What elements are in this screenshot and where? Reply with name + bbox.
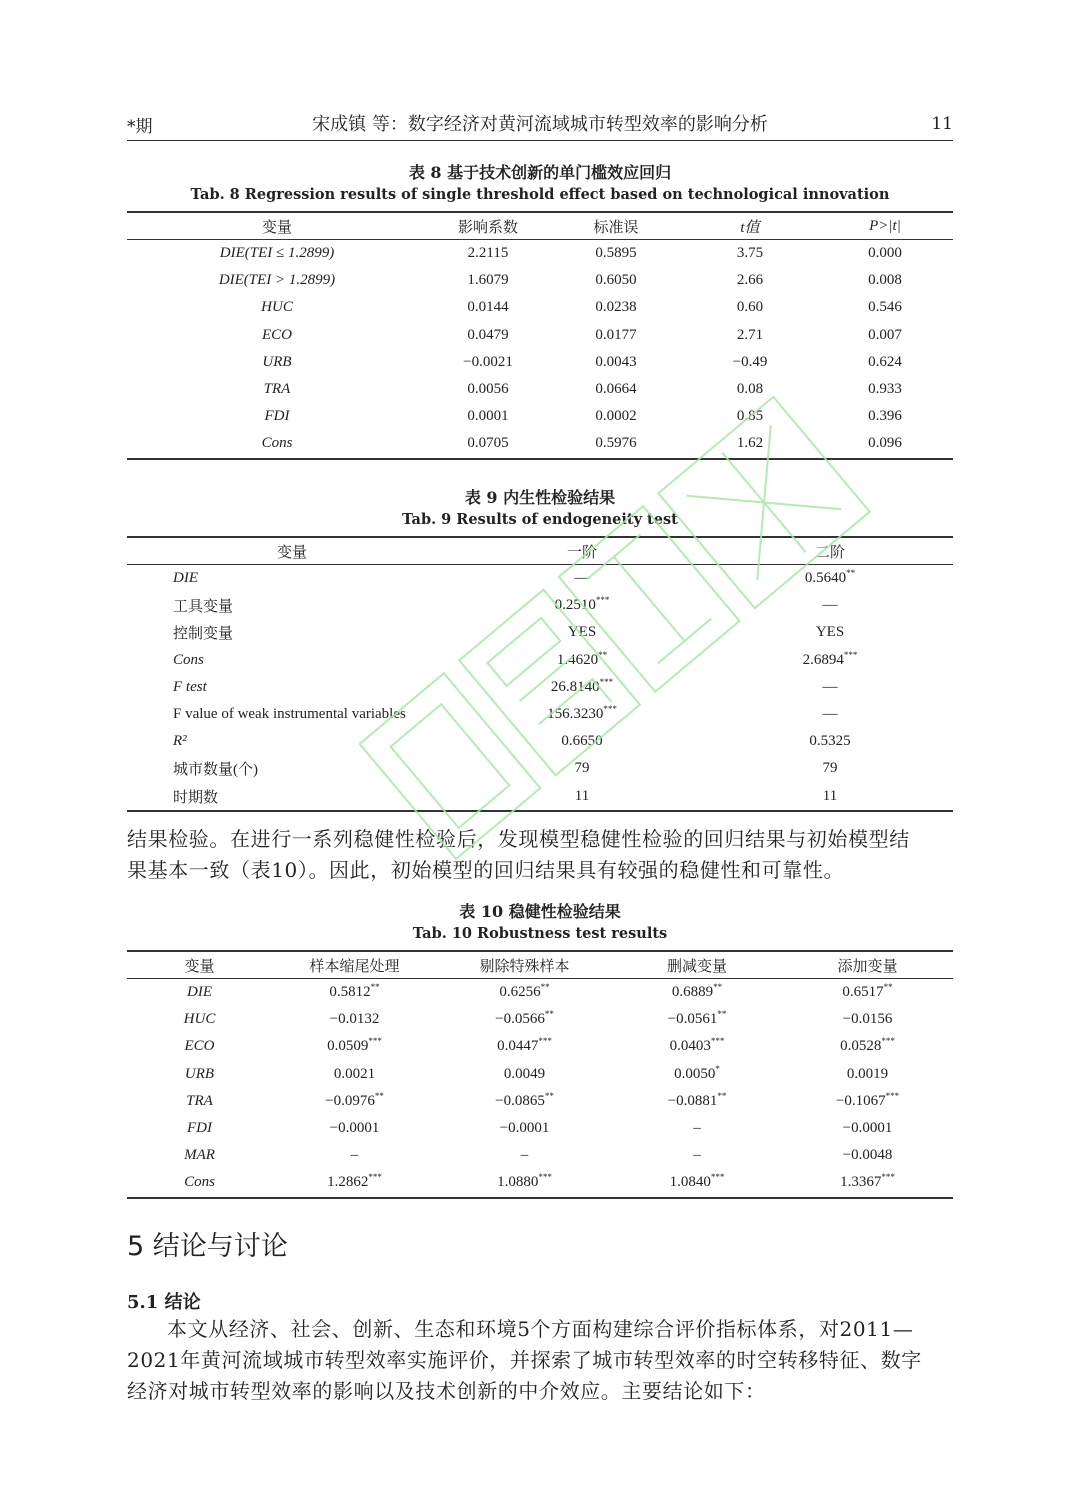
page-number: 11 <box>931 114 953 134</box>
significance-mark: *** <box>885 1090 900 1101</box>
table10-value-cell <box>272 1115 437 1142</box>
table8-value-cell-value: 0.0664 <box>595 381 637 398</box>
table9-stage1-cell-value: 1.4620 <box>556 651 599 668</box>
paragraph-line: 2021年黄河流域城市转型效率实施评价，并探索了城市转型效率的时空转移特征、数字 <box>127 1348 922 1372</box>
table8-value-cell <box>817 430 953 458</box>
table10-value-cell-value: 0.0528 <box>840 1038 882 1055</box>
table9-stage2-cell-value: 11 <box>822 787 838 804</box>
table10-variable-cell-value: Cons <box>184 1174 215 1191</box>
table8-variable-cell <box>127 322 427 349</box>
table8-title-cn: 表 8 基于技术创新的单门槛效应回归 <box>408 163 672 182</box>
table9 <box>127 536 953 812</box>
table10-col-winsor: 样本缩尾处理 <box>272 951 437 979</box>
table8-value-cell <box>683 349 817 376</box>
significance-mark: ** <box>846 568 856 579</box>
table8-value-cell-value: 0.5895 <box>595 245 637 262</box>
table10-row <box>127 1088 953 1115</box>
table9-row <box>127 647 953 674</box>
table9-stage1-cell-value: 0.2510 <box>554 597 596 614</box>
table10-value-cell <box>437 1169 612 1197</box>
table10-value-cell <box>272 1061 437 1088</box>
table10-value-cell-value: – <box>350 1147 359 1164</box>
table9-stage2-cell-value: — <box>822 597 838 614</box>
table8-value-cell-value: 0.6050 <box>595 272 637 289</box>
table10-value-cell-value: 0.6889 <box>671 984 714 1001</box>
table8-row <box>127 322 953 349</box>
table10-value-cell <box>782 1061 953 1088</box>
table9-variable-cell: 工具变量 <box>173 599 234 616</box>
table10-value-cell <box>437 1142 612 1169</box>
table9-stage1-cell <box>457 701 707 728</box>
table9-row <box>127 783 953 811</box>
table10-row <box>127 979 953 1007</box>
table9-stage2-cell <box>707 728 953 755</box>
table10-variable-cell <box>127 979 272 1007</box>
table10-row <box>127 1006 953 1033</box>
table10-value-cell <box>612 979 782 1007</box>
table9-stage2-cell-value: — <box>822 706 838 723</box>
table8-title-en: Tab. 8 Regression results of single threshold effect based on technological innovation <box>190 186 890 203</box>
table8-value-cell-value: 0.096 <box>868 435 902 452</box>
running-header <box>127 108 953 141</box>
table9-stage1-cell <box>457 728 707 755</box>
table8-value-cell-value: 2.71 <box>736 326 764 343</box>
significance-mark: *** <box>881 1036 895 1047</box>
significance-mark: *** <box>843 649 858 660</box>
table9-variable-cell: DIE <box>173 570 198 587</box>
table9-stage1-cell <box>457 565 707 593</box>
table8-value-cell-value: 0.000 <box>868 245 902 262</box>
table8-variable-cell <box>127 294 427 321</box>
table10-row <box>127 1115 953 1142</box>
table10-value-cell-value: −0.0132 <box>329 1011 380 1028</box>
table9-variable-cell: 城市数量(个) <box>173 762 258 779</box>
table9-variable-cell: 控制变量 <box>173 626 234 643</box>
table10-variable-cell-value: TRA <box>186 1092 213 1109</box>
table10-title-cn: 表 10 稳健性检验结果 <box>459 902 621 921</box>
table10-value-cell <box>782 1169 953 1197</box>
table10-variable-cell <box>127 1033 272 1060</box>
significance-mark: *** <box>368 1036 382 1047</box>
table10-value-cell-value: 0.5812 <box>329 984 371 1001</box>
table8-value-cell <box>683 267 817 294</box>
table8-value-cell <box>683 240 817 268</box>
table10-value-cell <box>272 979 437 1007</box>
table9-row <box>127 674 953 701</box>
table8-variable-cell-value: Cons <box>261 435 293 452</box>
paragraph-line: 结果检验。在进行一系列稳健性检验后，发现模型稳健性检验的回归结果与初始模型结 <box>127 827 910 851</box>
table8-value-cell <box>817 349 953 376</box>
table10-value-cell-value: 1.0840 <box>669 1174 711 1191</box>
significance-mark: *** <box>368 1172 382 1183</box>
table10-variable-cell-value: HUC <box>183 1011 216 1028</box>
table10-value-cell <box>612 1006 782 1033</box>
significance-mark: * <box>715 1063 720 1074</box>
table8-row <box>127 376 953 403</box>
table9-stage2-cell <box>707 565 953 593</box>
table8-value-cell-value: 0.5976 <box>595 435 637 452</box>
significance-mark: ** <box>370 982 380 993</box>
table9-stage1-cell-value: 11 <box>574 787 590 804</box>
table10-variable-cell <box>127 1115 272 1142</box>
table10-value-cell-value: 0.0049 <box>503 1065 546 1082</box>
table10-value-cell <box>272 1006 437 1033</box>
table8-value-cell-value: 0.007 <box>868 326 902 343</box>
table8-row <box>127 294 953 321</box>
table9-variable-cell: F value of weak instrumental variables <box>173 706 406 723</box>
table10-variable-cell-value: DIE <box>187 984 212 1001</box>
table10-value-cell-value: 0.0019 <box>846 1065 889 1082</box>
subsection-heading: 5.1 结论 <box>127 1292 201 1313</box>
table10-value-cell <box>272 1169 437 1197</box>
table10-value-cell <box>782 1006 953 1033</box>
table10-value-cell-value: 0.0447 <box>497 1038 539 1055</box>
table8-value-cell-value: 0.0144 <box>467 299 509 316</box>
significance-mark: ** <box>544 1009 554 1020</box>
table8-value-cell <box>427 322 549 349</box>
issue-label: *期 <box>127 117 153 137</box>
table10-value-cell <box>782 1088 953 1115</box>
table9-stage2-cell-value: 0.5325 <box>809 733 851 750</box>
table8-value-cell <box>427 349 549 376</box>
table8-value-cell <box>549 430 683 458</box>
table10-value-cell-value: −0.0976 <box>325 1092 375 1109</box>
significance-mark: ** <box>883 982 893 993</box>
table9-title-en: Tab. 9 Results of endogeneity test <box>402 511 678 528</box>
table8-value-cell-value: −0.49 <box>732 353 768 370</box>
table10-value-cell-value: −0.0048 <box>842 1147 893 1164</box>
table9-row <box>127 755 953 782</box>
table10-value-cell <box>782 1033 953 1060</box>
table9-stage1-cell <box>457 755 707 782</box>
table10-row <box>127 1033 953 1060</box>
table9-stage1-cell-value: 0.6650 <box>561 733 603 750</box>
table10-value-cell-value: 0.6256 <box>499 984 541 1001</box>
table8-col-p: P>|t| <box>817 212 953 240</box>
table10-value-cell <box>612 1088 782 1115</box>
significance-mark: ** <box>540 982 550 993</box>
table8-col-se: 标准误 <box>549 212 683 240</box>
table9-stage2-cell <box>707 701 953 728</box>
table9-variable-cell: R² <box>173 733 187 750</box>
table8-value-cell <box>817 403 953 430</box>
table10-variable-cell <box>127 1088 272 1115</box>
table8-value-cell-value: 1.62 <box>736 435 764 452</box>
table8-variable-cell-value: DIE(TEI ≤ 1.2899) <box>219 245 335 262</box>
table10-value-cell-value: 0.0509 <box>327 1038 369 1055</box>
table10-value-cell-value: −0.0001 <box>842 1120 893 1137</box>
table8-col-t: t值 <box>683 212 817 240</box>
paragraph-robustness <box>127 824 953 886</box>
table8-variable-cell <box>127 240 427 268</box>
table10-value-cell <box>782 979 953 1007</box>
table8-value-cell <box>427 376 549 403</box>
table8-value-cell-value: 0.546 <box>868 299 902 316</box>
table10-value-cell <box>437 1006 612 1033</box>
table10-value-cell <box>437 1088 612 1115</box>
table8-value-cell-value: 0.0705 <box>467 435 509 452</box>
table8-value-cell <box>683 294 817 321</box>
table10-variable-cell-value: MAR <box>184 1147 215 1164</box>
table10-variable-cell-value: FDI <box>187 1120 212 1137</box>
table9-title-cn: 表 9 内生性检验结果 <box>464 488 616 507</box>
table9-row <box>127 565 953 593</box>
table9-row <box>127 592 953 619</box>
significance-mark: ** <box>374 1090 384 1101</box>
table8-variable-cell <box>127 376 427 403</box>
table10-value-cell-value: 1.3367 <box>840 1174 882 1191</box>
table10-title-en: Tab. 10 Robustness test results <box>412 925 668 942</box>
table8-value-cell <box>549 376 683 403</box>
table9-stage2-cell-value: YES <box>815 624 845 641</box>
table9-stage1-cell-value: 26.8140 <box>550 678 600 695</box>
significance-mark: *** <box>538 1036 552 1047</box>
significance-mark: ** <box>598 649 608 660</box>
table8-variable-cell-value: HUC <box>261 299 293 316</box>
table10-value-cell-value: 0.6517 <box>842 984 884 1001</box>
table9-stage1-cell-value: — <box>574 570 590 587</box>
table10-value-cell <box>437 1033 612 1060</box>
significance-mark: *** <box>538 1172 552 1183</box>
table10-row <box>127 1142 953 1169</box>
table8-variable-cell-value: TRA <box>263 381 291 398</box>
table8-value-cell <box>427 240 549 268</box>
table8-value-cell-value: 2.66 <box>736 272 764 289</box>
table9-col-variable: 变量 <box>127 537 457 565</box>
table9-stage2-cell <box>707 783 953 811</box>
paragraph-line: 经济对城市转型效率的影响以及技术创新的中介效应。主要结论如下： <box>127 1379 766 1403</box>
table8-value-cell-value: 0.0177 <box>595 326 637 343</box>
table9-stage2-cell <box>707 592 953 619</box>
table8-value-cell <box>817 240 953 268</box>
table10-col-exclude: 剔除特殊样本 <box>437 951 612 979</box>
table10-value-cell-value: −0.0865 <box>495 1092 545 1109</box>
table10-col-add-var: 添加变量 <box>782 951 953 979</box>
table8-value-cell-value: 0.08 <box>736 381 764 398</box>
table9-stage1-cell <box>457 647 707 674</box>
table10-value-cell <box>272 1088 437 1115</box>
significance-mark: ** <box>717 1009 727 1020</box>
table8-value-cell-value: 0.0238 <box>595 299 637 316</box>
table8-value-cell-value: 2.2115 <box>467 245 509 262</box>
table8-row <box>127 349 953 376</box>
table10-value-cell-value: −0.0566 <box>495 1011 545 1028</box>
table10-value-cell-value: −0.0001 <box>499 1120 550 1137</box>
significance-mark: *** <box>710 1172 725 1183</box>
table8-value-cell-value: 0.85 <box>736 408 764 425</box>
table8-value-cell <box>549 294 683 321</box>
table10-col-variable: 变量 <box>127 951 272 979</box>
table8-value-cell <box>817 376 953 403</box>
table9-stage2-cell-value: 0.5640 <box>804 570 847 587</box>
table8-variable-cell-value: URB <box>262 353 292 370</box>
table8-row <box>127 430 953 458</box>
table10-value-cell <box>437 1115 612 1142</box>
table10-value-cell <box>612 1061 782 1088</box>
significance-mark: *** <box>881 1172 895 1183</box>
table10-value-cell-value: −0.0881 <box>667 1092 718 1109</box>
table8-value-cell-value: 0.60 <box>736 299 764 316</box>
significance-mark: *** <box>603 704 617 715</box>
paragraph-line: 本文从经济、社会、创新、生态和环境5个方面构建综合评价指标体系，对2011— <box>167 1317 914 1341</box>
table9-stage2-cell <box>707 619 953 646</box>
paragraph-line: 果基本一致（表10）。因此，初始模型的回归结果具有较强的稳健性和可靠性。 <box>127 858 845 882</box>
table8-value-cell <box>427 267 549 294</box>
table10 <box>127 950 953 1199</box>
significance-mark: *** <box>599 676 614 687</box>
table9-stage1-cell <box>457 783 707 811</box>
table9-stage1-cell-value: YES <box>567 624 597 641</box>
table10-value-cell-value: −0.0561 <box>667 1011 718 1028</box>
table8-value-cell <box>683 403 817 430</box>
table8-variable-cell <box>127 349 427 376</box>
table8-value-cell <box>683 376 817 403</box>
table8-value-cell <box>683 430 817 458</box>
table8-value-cell-value: 1.6079 <box>467 272 509 289</box>
table10-value-cell-value: 0.0050 <box>674 1065 716 1082</box>
table10-variable-cell <box>127 1142 272 1169</box>
table8-value-cell <box>549 240 683 268</box>
table8-row <box>127 267 953 294</box>
table8-variable-cell <box>127 403 427 430</box>
table8-value-cell-value: 0.624 <box>868 353 902 370</box>
significance-mark: ** <box>713 982 723 993</box>
table8-value-cell <box>549 403 683 430</box>
table8-variable-cell <box>127 267 427 294</box>
significance-mark: ** <box>544 1090 554 1101</box>
table10-value-cell <box>612 1169 782 1197</box>
table8-col-coef: 影响系数 <box>427 212 549 240</box>
table8-value-cell-value: 0.0056 <box>467 381 509 398</box>
table8-row <box>127 240 953 268</box>
table9-stage2-cell-value: — <box>822 678 838 695</box>
table9-stage2-cell <box>707 674 953 701</box>
table9-row <box>127 619 953 646</box>
table10-header-row <box>127 951 953 979</box>
table9-col-stage1: 一阶 <box>457 537 707 565</box>
table10-value-cell <box>437 1061 612 1088</box>
table8-value-cell-value: 0.0002 <box>595 408 637 425</box>
table10-value-cell <box>437 979 612 1007</box>
table10-value-cell <box>782 1142 953 1169</box>
table10-row <box>127 1169 953 1197</box>
running-title: 宋成镇 等：数字经济对黄河流域城市转型效率的影响分析 <box>312 114 768 135</box>
table8-value-cell <box>549 267 683 294</box>
table8-value-cell <box>817 267 953 294</box>
table10-value-cell-value: 1.2862 <box>327 1174 369 1191</box>
significance-mark: *** <box>595 595 610 606</box>
table10-value-cell-value: −0.0001 <box>329 1120 380 1137</box>
table10-value-cell <box>782 1115 953 1142</box>
table10-value-cell-value: −0.0156 <box>842 1011 893 1028</box>
table9-stage2-cell <box>707 755 953 782</box>
table10-value-cell-value: – <box>693 1147 701 1164</box>
table8-value-cell <box>817 294 953 321</box>
table8-variable-cell-value: DIE(TEI > 1.2899) <box>218 272 336 289</box>
table10-value-cell-value: – <box>520 1147 529 1164</box>
table8-value-cell-value: 3.75 <box>736 245 764 262</box>
table9-stage2-cell-value: 2.6894 <box>802 651 844 668</box>
table10-row <box>127 1061 953 1088</box>
table9-header-row <box>127 537 953 565</box>
table10-value-cell <box>272 1142 437 1169</box>
table8-row <box>127 403 953 430</box>
significance-mark: *** <box>710 1036 725 1047</box>
section-heading: 5 结论与讨论 <box>127 1231 288 1262</box>
table10-col-remove-var: 删减变量 <box>612 951 782 979</box>
table8 <box>127 211 953 460</box>
table10-value-cell-value: – <box>693 1120 701 1137</box>
table8-value-cell <box>549 349 683 376</box>
table10-variable-cell <box>127 1061 272 1088</box>
table8-value-cell <box>683 322 817 349</box>
table9-variable-cell: F test <box>173 678 207 695</box>
table8-value-cell <box>427 430 549 458</box>
table9-row <box>127 701 953 728</box>
table10-variable-cell-value: ECO <box>184 1038 215 1055</box>
table8-value-cell-value: −0.0021 <box>463 353 513 370</box>
table10-variable-cell <box>127 1006 272 1033</box>
table9-variable-cell: 时期数 <box>173 789 219 806</box>
table8-variable-cell <box>127 430 427 458</box>
table8-value-cell <box>817 322 953 349</box>
table10-value-cell <box>612 1142 782 1169</box>
table10-variable-cell <box>127 1169 272 1197</box>
table8-value-cell-value: 0.0001 <box>467 408 509 425</box>
table10-value-cell-value: 0.0403 <box>669 1038 711 1055</box>
table8-value-cell-value: 0.0479 <box>467 326 509 343</box>
table10-value-cell <box>612 1033 782 1060</box>
table8-header-row <box>127 212 953 240</box>
table9-stage1-cell-value: 79 <box>574 760 590 777</box>
table8-col-variable: 变量 <box>127 212 427 240</box>
table8-value-cell-value: 0.396 <box>868 408 902 425</box>
table9-stage1-cell <box>457 674 707 701</box>
table9-stage1-cell-value: 156.3230 <box>547 706 604 723</box>
table9-variable-cell: Cons <box>173 651 204 668</box>
table8-value-cell <box>549 322 683 349</box>
table10-value-cell-value: −0.1067 <box>835 1092 886 1109</box>
table8-value-cell-value: 0.008 <box>868 272 902 289</box>
table8-value-cell <box>427 294 549 321</box>
table10-value-cell-value: 0.0021 <box>333 1065 376 1082</box>
table9-col-stage2: 二阶 <box>707 537 953 565</box>
table9-row <box>127 728 953 755</box>
table8-value-cell <box>427 403 549 430</box>
table9-stage2-cell-value: 79 <box>822 760 838 777</box>
table8-value-cell-value: 0.0043 <box>595 353 637 370</box>
table8-variable-cell-value: ECO <box>262 326 292 343</box>
significance-mark: ** <box>717 1090 727 1101</box>
table8-value-cell-value: 0.933 <box>868 381 902 398</box>
table9-stage2-cell <box>707 647 953 674</box>
paragraph-conclusion <box>127 1314 953 1407</box>
table10-value-cell-value: 1.0880 <box>497 1174 539 1191</box>
table10-variable-cell-value: URB <box>184 1065 215 1082</box>
table9-stage1-cell <box>457 619 707 646</box>
table9-stage1-cell <box>457 592 707 619</box>
table8-variable-cell-value: FDI <box>264 408 290 425</box>
table10-value-cell <box>612 1115 782 1142</box>
table10-value-cell <box>272 1033 437 1060</box>
